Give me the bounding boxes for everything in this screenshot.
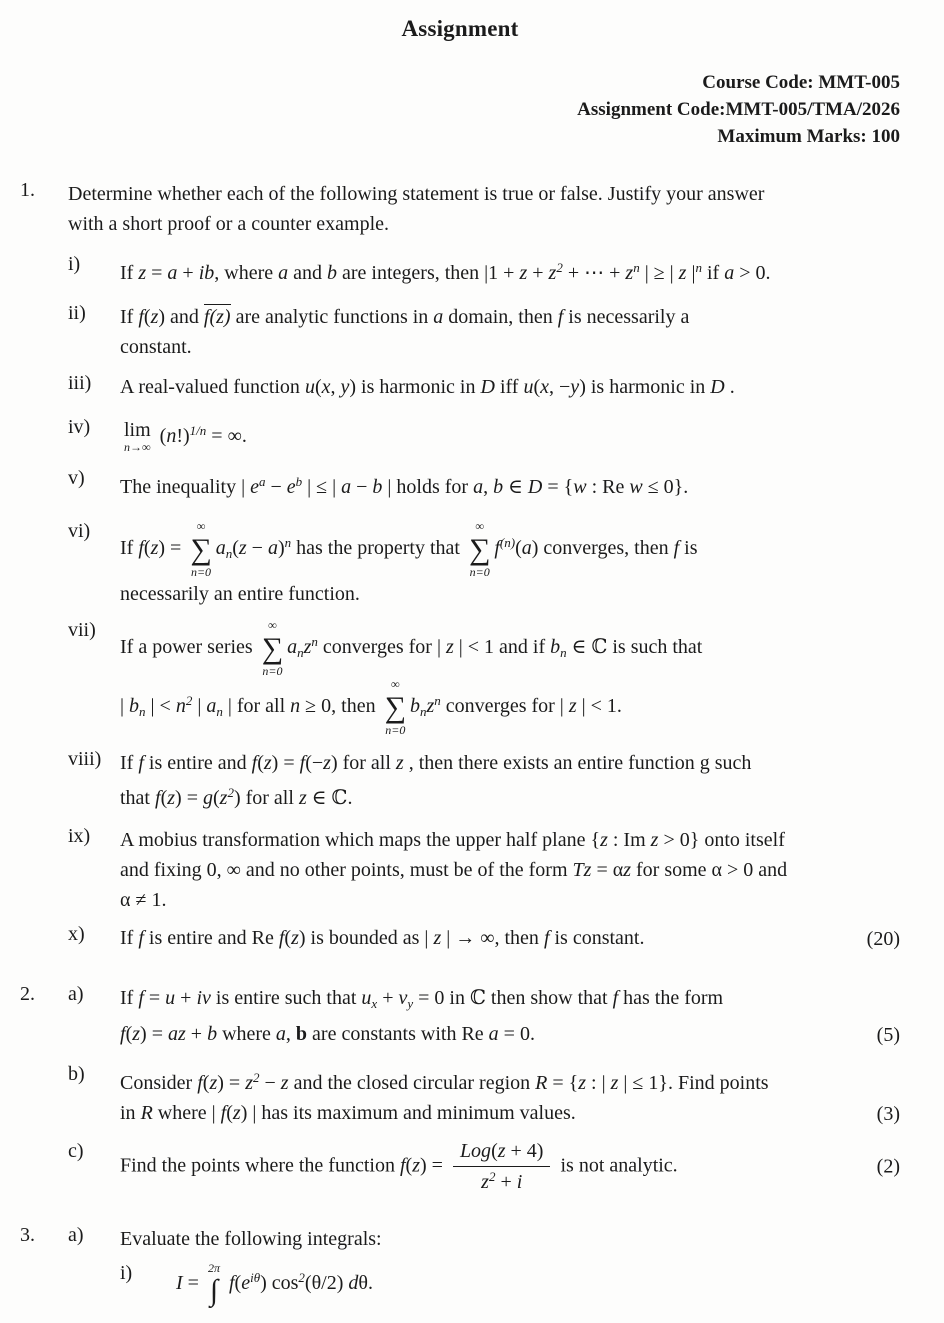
item-label: v) [68,467,85,490]
q1-item-viii [68,748,900,813]
item-label: ix) [68,824,91,847]
q1-intro [68,179,900,239]
q1-intro-line: Determine whether each of the following statement is true or false. Justify your answer [68,182,765,205]
header-block [20,70,900,151]
item-text: Consider $f(z) = z^2 - z$ and the closed circular region R = {z : | z | ≤ 1}. Find points [120,1069,769,1094]
item-label: ii) [68,301,86,324]
question-3 [20,1224,900,1323]
item-text: | $b_n$ | < $n^2$ | $a_n$ | for all n ≥ 0, then ∞ ∑ n=0 $b_nz^n$ converges for | z | < 1. [120,677,622,737]
item-text: If a power series ∞ ∑ n=0 $a_nz^n$ converges for | z | < 1 and if $b_n$ ∈ ℂ is such that [120,618,703,678]
item-text: lim n→∞ $(n!)^{1/n}$ = ∞. [124,419,247,455]
q1-item-vi [68,520,900,609]
q2-item-b [68,1063,900,1128]
marks-badge: (5) [876,1023,900,1046]
q1-intro-line: with a short proof or a counter example. [68,212,390,235]
item-label: viii) [68,747,102,770]
item-text: that $f(z) = g(z^2)$ for all z ∈ ℂ. [120,784,353,809]
q1-item-ix [68,825,900,915]
marks-badge: (3) [876,1102,900,1125]
item-label: iv) [68,415,91,438]
item-text: in R where | f(z) | has its maximum and minimum values. [120,1101,576,1124]
item-label: c) [68,1139,84,1162]
assignment-code: Assignment Code:MMT-005/TMA/2026 [577,98,900,120]
item-text: constant. [120,335,192,358]
course-code: Course Code: MMT-005 [702,72,900,93]
item-text: Evaluate the following integrals: [120,1227,382,1250]
item-label: vii) [68,619,96,642]
page-title: Assignment [401,16,519,41]
item-label: i) [68,252,81,275]
question-2-number: 2. [20,982,35,1005]
question-2 [20,983,900,1212]
item-text: A mobius transformation which maps the upper half plane {z : Im z > 0} onto itself [120,828,785,851]
marks-badge: (20) [866,927,900,950]
item-text: α ≠ 1. [120,888,167,911]
item-label: a) [68,1223,84,1246]
q1-item-v [68,467,900,502]
item-label: iii) [68,371,92,394]
item-text: If f is entire and f(z) = f(−z) for all z , then there exists an entire function g such [120,751,752,774]
item-text: f(z) = az + b where a, b are constants with Re a = 0. [120,1022,535,1045]
item-text: If f(z) and f(z) are analytic functions in a domain, then f is necessarily a [120,305,690,328]
q1-item-vii [68,619,900,737]
item-label: i) [120,1261,133,1284]
question-1-number: 1. [20,178,35,201]
question-1 [20,179,900,971]
marks-badge: (2) [876,1155,900,1177]
item-text: I = 2π ∫ $f(e^{i\theta})$ $\cos^2(\theta/2)$ dθ. [176,1260,373,1308]
q1-item-iv [68,416,900,455]
q3-item-a [68,1224,900,1307]
item-text: A real-valued function u(x, y) is harmonic in D iff u(x, −y) is harmonic in D . [120,375,735,398]
item-text: The inequality | $e^a - e^b$ | ≤ | a − b | holds for a, b ∈ D = {w : Re w ≤ 0}. [120,474,689,499]
item-label: vi) [68,520,91,543]
item-text: If f(z) = ∞ ∑ n=0 $a_n(z - a)^n$ has the property that ∞ ∑ n=0 $f^{(n)}(a)$ converges, then f is [120,519,698,579]
item-text: necessarily an entire function. [120,583,360,606]
item-text: Find the points where the function f(z) = Log(z + 4) $z^2 + i$ is not analytic. [120,1139,678,1193]
item-text: If f = u + iv is entire such that $u_x + v_y = 0$ in ℂ then show that f has the form [120,986,724,1011]
q1-item-i [68,253,900,288]
item-text: If f is entire and Re f(z) is bounded as | z | → ∞, then f is constant. [120,926,645,949]
item-text: and fixing 0, ∞ and no other points, must be of the form Tz = αz for some α > 0 and [120,858,788,881]
q1-item-x [68,923,900,953]
q2-item-c [68,1140,900,1194]
item-label: x) [68,922,85,945]
q2-item-a [68,983,900,1049]
q1-item-ii [68,302,900,362]
maximum-marks: Maximum Marks: 100 [717,125,900,147]
item-label: b) [68,1062,85,1085]
item-text: If z = a + ib, where a and b are integers, then $|1 + z + z^2$ + ⋯ + $z^n$ | ≥ | z $|^n$ if a > 0. [120,259,771,284]
q1-item-iii [68,372,900,402]
q3-subitem-i [120,1262,900,1307]
question-3-number: 3. [20,1223,35,1246]
item-label: a) [68,982,84,1005]
